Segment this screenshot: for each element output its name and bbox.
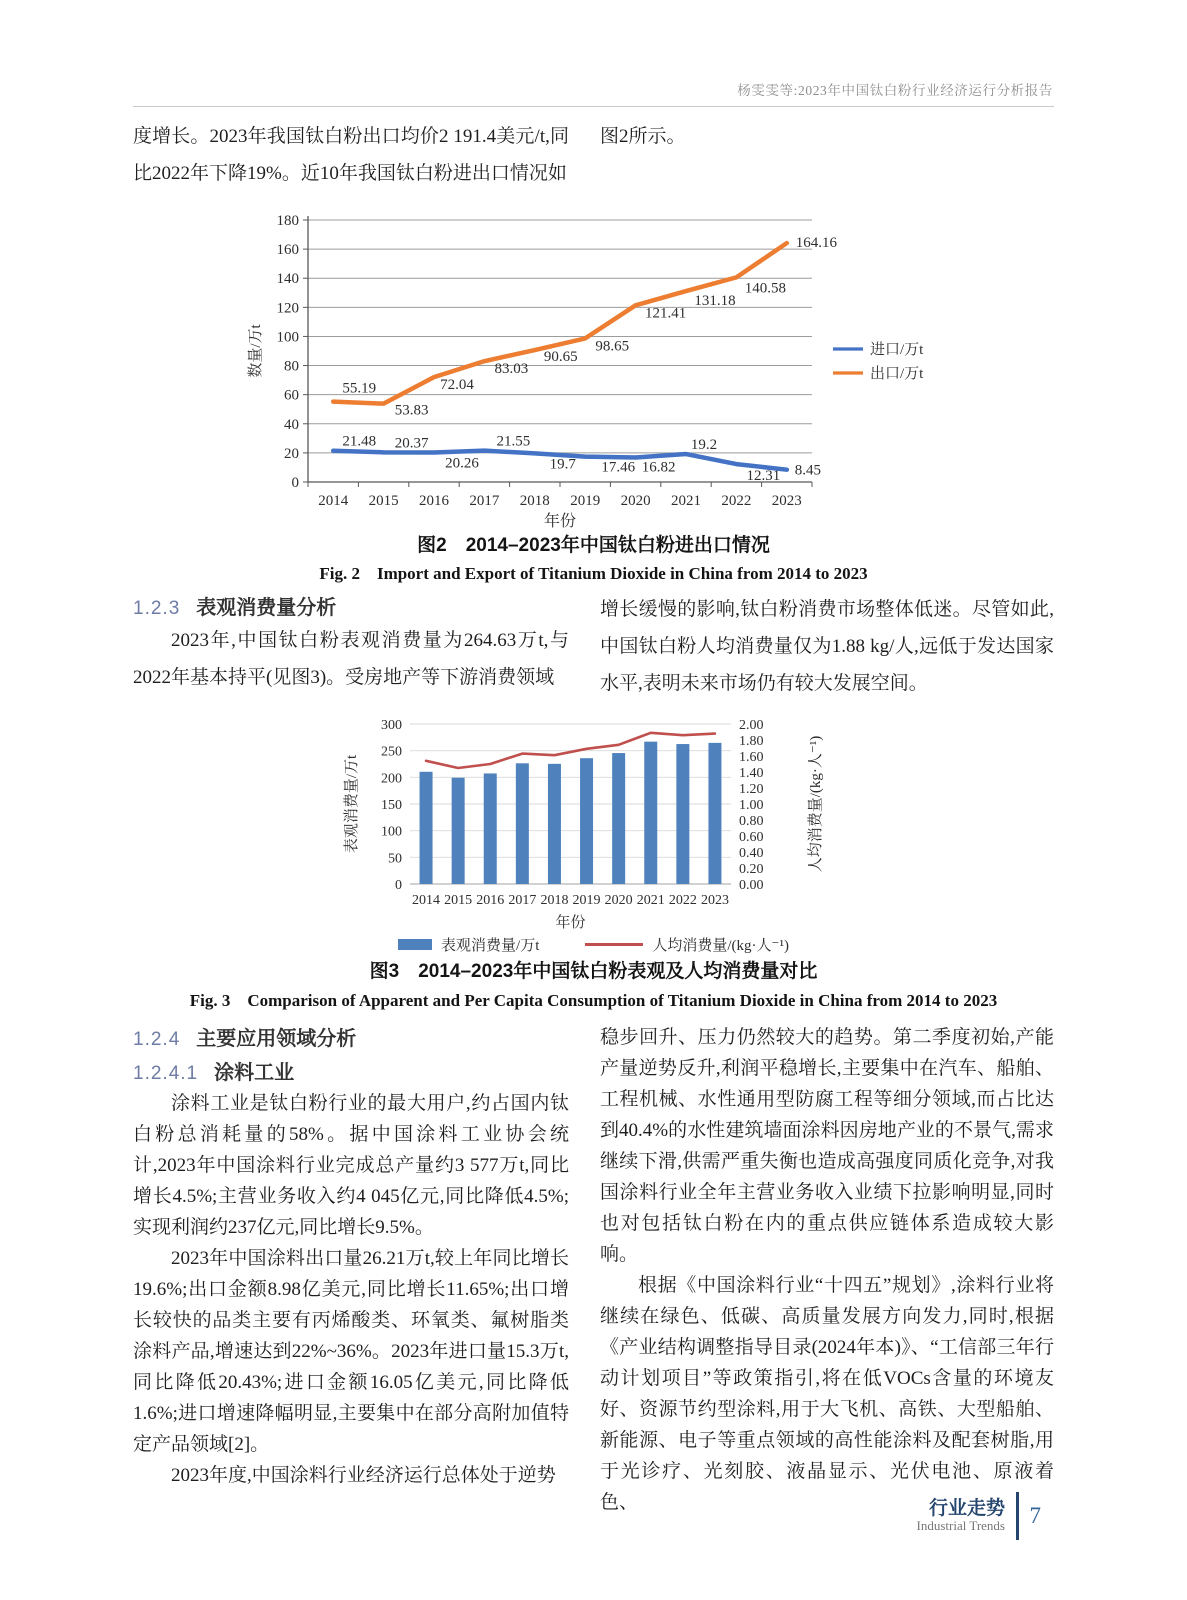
bar-swatch-icon	[398, 939, 432, 950]
svg-text:2015: 2015	[444, 893, 473, 908]
footer-section-name	[917, 1498, 1005, 1535]
svg-text:2021: 2021	[671, 493, 701, 509]
svg-text:2018: 2018	[519, 493, 550, 509]
svg-text:300: 300	[381, 718, 402, 733]
svg-text:2016: 2016	[476, 893, 505, 908]
section-1241-right-paragraph-2: 根据《中国涂料行业“十四五”规划》,涂料行业将继续在绿色、低碳、高质量发展方向发力,同时,根据《产业结构调整指导目录(2024年本)》、“工信部三年行动计划项目”等政策指引,将在低VOCs含量的环境友好、资源节约型涂料,用于大飞机、高铁、大型船舶、新能源、电子等重点领域的高性能涂料及配套树脂,用于光诊疗、光刻胶、液晶显示、光伏电池、原液着色、	[600, 1275, 1054, 1513]
svg-text:83.03: 83.03	[494, 361, 529, 378]
footer-title-en: Industrial Trends	[916, 1518, 1005, 1534]
svg-text:1.00: 1.00	[739, 798, 764, 813]
intro-right-paragraph: 图2所示。	[600, 126, 686, 147]
svg-text:数量/万t: 数量/万t	[248, 324, 264, 378]
svg-text:164.16: 164.16	[795, 235, 838, 252]
svg-text:1.20: 1.20	[739, 782, 764, 797]
figure3-legend	[133, 934, 1054, 955]
svg-text:200: 200	[381, 771, 402, 787]
figure3-legend-bar-item	[398, 934, 539, 955]
section-1241-right-column	[600, 1022, 1054, 1518]
svg-text:90.65: 90.65	[543, 349, 578, 366]
figure2-line-chart	[230, 196, 970, 532]
header-rule	[133, 106, 1054, 107]
section-124-title: 主要应用领域分析	[196, 1028, 357, 1050]
section-123-left-column	[133, 622, 569, 696]
svg-text:100: 100	[276, 329, 299, 346]
section-123-right-paragraph: 增长缓慢的影响,钛白粉消费市场整体低迷。尽管如此,中国钛白粉人均消费量仅为1.88 kg/人,远低于发达国家水平,表明未来市场仍有较大发展空间。	[600, 599, 1054, 694]
svg-text:2019: 2019	[570, 493, 601, 509]
svg-text:2014: 2014	[412, 893, 441, 908]
svg-text:2016: 2016	[419, 493, 449, 509]
section-123-number: 1.2.3	[133, 598, 181, 619]
section-1241-left-paragraph-2: 2023年中国涂料出口量26.21万t,较上年同比增长19.6%;出口金额8.98亿美元,同比增长11.65%;出口增长较快的品类主要有丙烯酸类、环氧类、氟树脂类涂料产品,增速达到22%~36%。2023年进口量15.3万t,同比降低20.43%;进口金额16.05亿美元,同比降低1.6%;进口增速降幅明显,主要集中在部分高附加值特定产品领域[2]。	[133, 1248, 569, 1455]
svg-text:2022: 2022	[668, 893, 697, 908]
svg-text:0.00: 0.00	[739, 878, 764, 893]
svg-text:2017: 2017	[469, 493, 500, 509]
figure2-caption-en: Fig. 2 Import and Export of Titanium Dioxide in China from 2014 to 2023	[319, 564, 868, 583]
svg-text:2014: 2014	[318, 493, 349, 509]
svg-text:121.41: 121.41	[644, 305, 687, 322]
svg-text:140.58: 140.58	[744, 280, 787, 297]
figure3-caption-en: Fig. 3 Comparison of Apparent and Per Capita Consumption of Titanium Dioxide in China from 2014 to 2023	[189, 991, 998, 1010]
svg-text:0: 0	[395, 878, 402, 893]
svg-text:180: 180	[276, 213, 299, 229]
svg-text:0.60: 0.60	[739, 830, 764, 845]
svg-text:60: 60	[284, 387, 299, 404]
line-swatch-icon	[585, 943, 643, 946]
svg-text:2020: 2020	[620, 493, 651, 509]
svg-text:2018: 2018	[540, 893, 569, 908]
section-124-number: 1.2.4	[133, 1029, 181, 1050]
svg-text:1.80: 1.80	[739, 734, 764, 749]
svg-text:16.82: 16.82	[641, 459, 676, 476]
svg-text:20: 20	[284, 445, 299, 462]
svg-text:21.55: 21.55	[496, 433, 531, 450]
svg-text:20.26: 20.26	[445, 455, 479, 472]
section-1241-left-paragraph-1: 涂料工业是钛白粉行业的最大用户,约占国内钛白粉总消耗量的58%。据中国涂料工业协会统计,2023年中国涂料行业完成总产量约3 577万t,同比增长4.5%;主营业务收入约4 045亿元,同比降低4.5%;实现利润约237亿元,同比增长9.5%。	[133, 1093, 569, 1238]
figure3-legend-line-label: 人均消费量/(kg·人⁻¹)	[652, 938, 789, 954]
svg-text:53.83: 53.83	[394, 402, 429, 419]
svg-text:21.48: 21.48	[342, 433, 377, 450]
svg-text:0: 0	[291, 475, 299, 491]
running-head: 杨雯雯等:2023年中国钛白粉行业经济运行分析报告	[737, 83, 1053, 98]
svg-text:160: 160	[276, 242, 299, 259]
svg-text:年份: 年份	[555, 915, 586, 931]
svg-text:8.45: 8.45	[794, 462, 822, 479]
svg-text:2015: 2015	[368, 493, 399, 509]
svg-text:2023: 2023	[700, 893, 729, 908]
svg-text:出口/万t: 出口/万t	[870, 366, 924, 382]
svg-text:250: 250	[381, 744, 402, 760]
svg-text:年份: 年份	[543, 513, 577, 530]
svg-text:72.04: 72.04	[440, 377, 474, 394]
figure3-legend-line-item	[585, 934, 789, 955]
svg-text:表观消费量/万t: 表观消费量/万t	[344, 754, 360, 854]
figure3-legend-bar-label: 表观消费量/万t	[441, 938, 540, 954]
section-1241-right-paragraph-1: 稳步回升、压力仍然较大的趋势。第二季度初始,产能产量逆势反升,利润平稳增长,主要集中在汽车、船舶、工程机械、水性通用型防腐工程等细分领域,而占比达到40.4%的水性建筑墙面涂料因房地产业的不景气,需求继续下滑,供需严重失衡也造成高强度同质化竞争,对我国涂料行业全年主营业务收入业绩下拉影响明显,同时也对包括钛白粉在内的重点供应链体系造成较大影响。	[600, 1027, 1054, 1265]
section-1241-left-paragraph-3: 2023年度,中国涂料行业经济运行总体处于逆势	[171, 1465, 556, 1486]
figure3-caption-zh: 图3 2014–2023年中国钛白粉表观及人均消费量对比	[369, 961, 818, 982]
section-123-title: 表观消费量分析	[196, 597, 337, 619]
section-1241-title: 涂料工业	[214, 1062, 295, 1084]
svg-text:人均消费量/(kg·人⁻¹): 人均消费量/(kg·人⁻¹)	[808, 735, 824, 873]
section-123-right-column	[600, 591, 1054, 702]
svg-text:19.2: 19.2	[690, 437, 718, 454]
section-123-heading	[133, 591, 336, 620]
svg-text:0.40: 0.40	[739, 846, 764, 861]
svg-text:0.80: 0.80	[739, 814, 764, 829]
svg-text:100: 100	[381, 824, 402, 840]
svg-text:40: 40	[284, 416, 299, 433]
svg-text:进口/万t: 进口/万t	[870, 342, 924, 358]
svg-text:120: 120	[276, 300, 299, 317]
svg-text:2017: 2017	[508, 893, 537, 908]
svg-text:50: 50	[388, 851, 402, 867]
svg-text:131.18: 131.18	[694, 293, 736, 310]
svg-text:1.40: 1.40	[739, 766, 764, 781]
svg-text:12.31: 12.31	[746, 468, 781, 485]
figure2-caption-zh: 图2 2014–2023年中国钛白粉进出口情况	[417, 535, 770, 556]
footer-title-zh: 行业走势	[928, 1497, 1005, 1519]
figure3-bar-line-chart	[320, 700, 860, 932]
svg-text:140: 140	[276, 271, 299, 288]
page-footer	[917, 1492, 1041, 1540]
page-number: 7	[1029, 1503, 1041, 1528]
svg-text:2019: 2019	[572, 893, 601, 908]
svg-text:55.19: 55.19	[342, 380, 377, 397]
svg-text:2022: 2022	[721, 493, 752, 509]
svg-text:2020: 2020	[604, 893, 633, 908]
svg-text:150: 150	[381, 798, 402, 813]
section-123-left-paragraph: 2023年,中国钛白粉表观消费量为264.63万t,与2022年基本持平(见图3)。受房地产等下游消费领域	[133, 630, 569, 688]
svg-text:19.7: 19.7	[549, 456, 576, 473]
section-124-heading	[133, 1022, 356, 1051]
svg-text:1.60: 1.60	[739, 750, 764, 765]
section-1241-heading	[133, 1056, 294, 1085]
svg-text:17.46: 17.46	[601, 459, 636, 476]
svg-text:0.20: 0.20	[739, 862, 764, 877]
svg-text:20.37: 20.37	[394, 435, 429, 452]
svg-text:2023: 2023	[771, 493, 802, 509]
intro-right-column	[600, 118, 1054, 155]
section-1241-number: 1.2.4.1	[133, 1063, 199, 1084]
intro-left-paragraph: 度增长。2023年我国钛白粉出口均价2 191.4美元/t,同比2022年下降19%。近10年我国钛白粉进出口情况如	[133, 126, 569, 184]
footer-divider	[1016, 1492, 1019, 1540]
svg-text:2021: 2021	[636, 893, 665, 908]
section-1241-left-column	[133, 1088, 569, 1491]
svg-text:2.00: 2.00	[739, 718, 764, 733]
intro-left-column	[133, 118, 569, 192]
svg-text:98.65: 98.65	[595, 338, 630, 355]
svg-text:80: 80	[284, 358, 299, 375]
